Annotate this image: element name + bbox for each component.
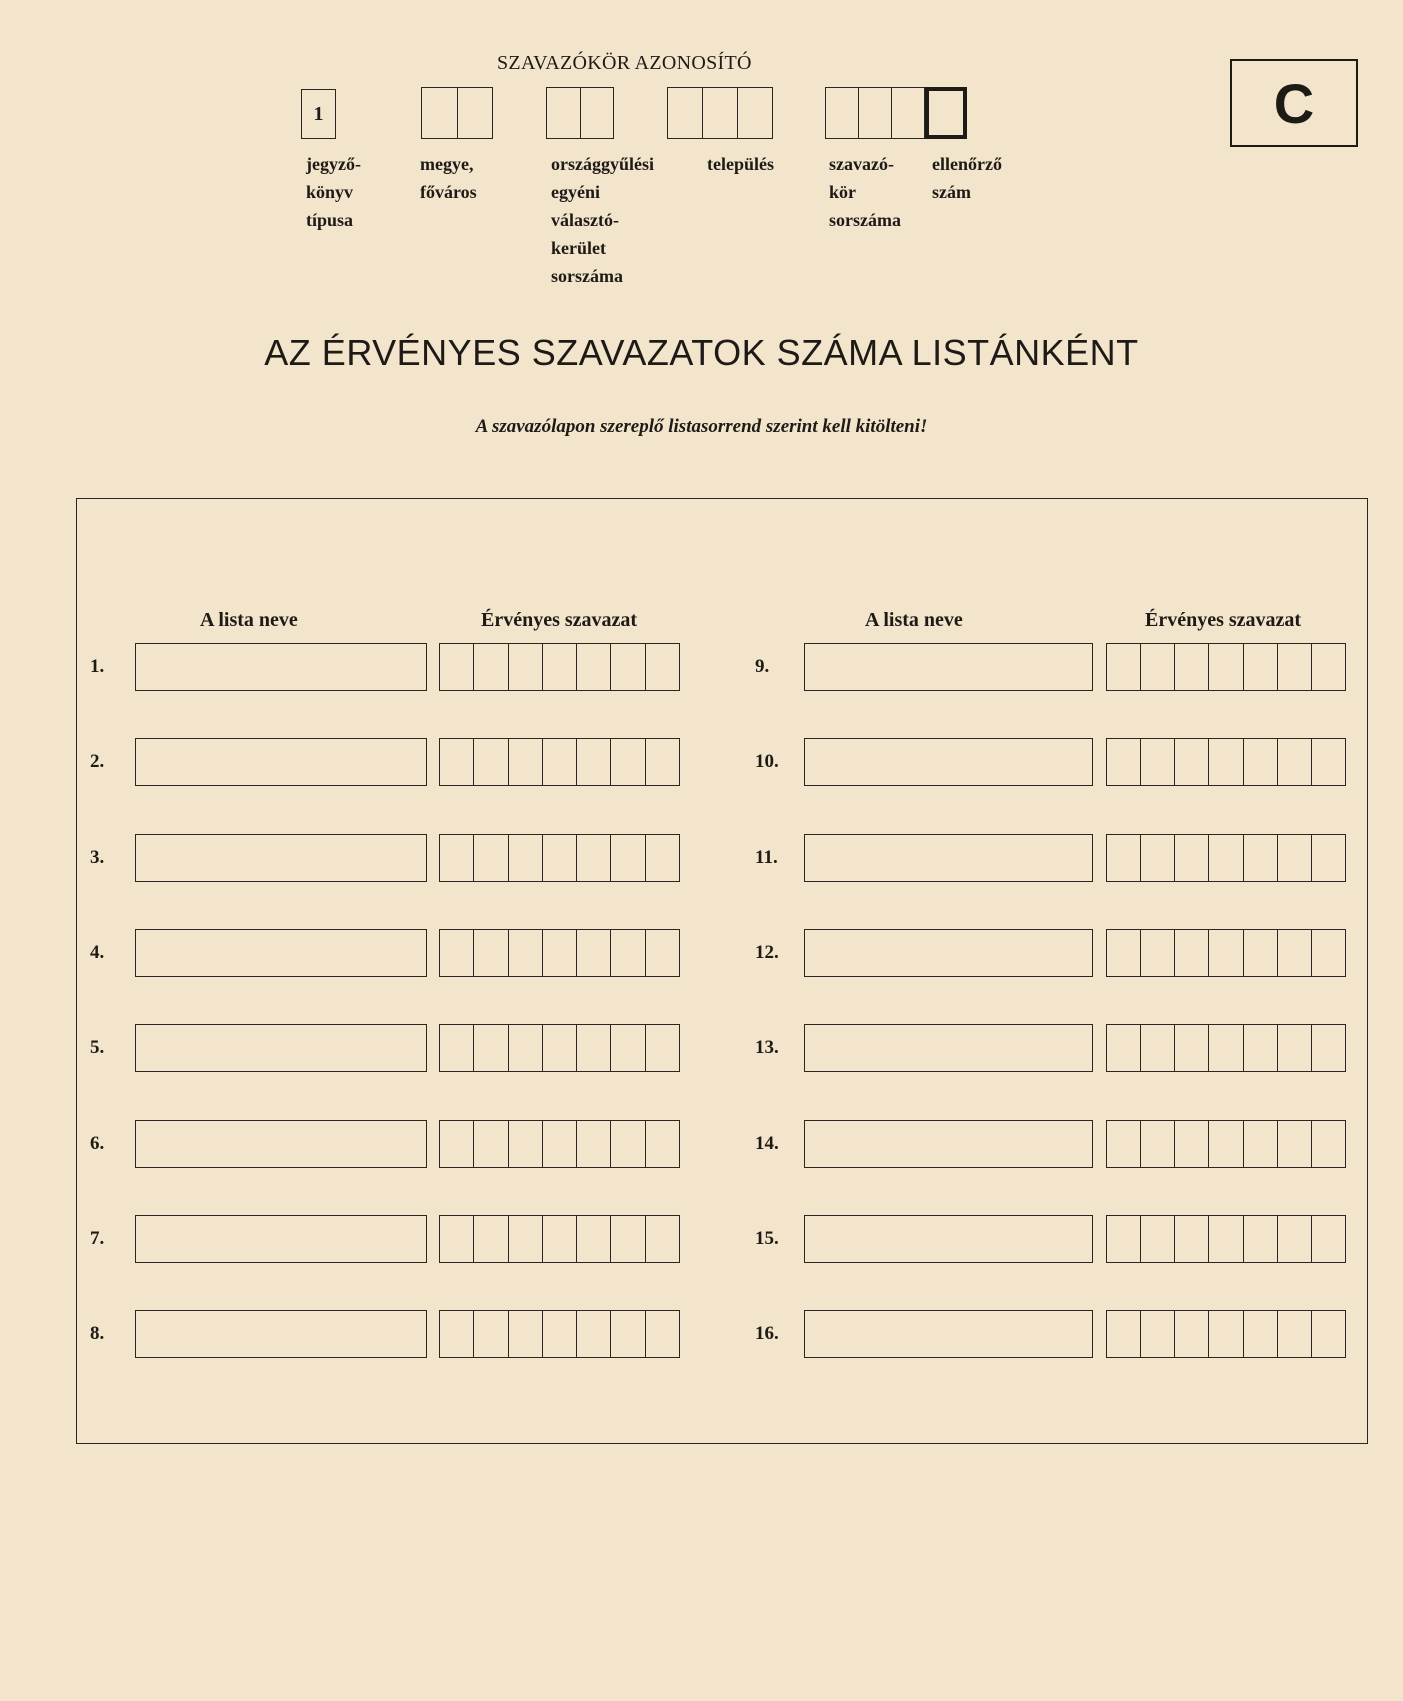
digit-cell[interactable] — [577, 835, 611, 881]
row-number: 16. — [755, 1323, 779, 1344]
digit-cell[interactable] — [1175, 1311, 1209, 1357]
list-name-field[interactable] — [135, 1215, 427, 1263]
col-header-list-name-left: A lista neve — [200, 609, 298, 631]
digit-cell[interactable] — [509, 644, 543, 690]
list-name-field[interactable] — [804, 1024, 1093, 1072]
label-polling-station: szavazó- kör sorszáma — [829, 154, 901, 230]
digit-cell[interactable] — [509, 1311, 543, 1357]
valid-votes-field[interactable] — [439, 834, 680, 882]
district-field[interactable] — [546, 87, 614, 139]
list-name-field[interactable] — [804, 738, 1093, 786]
digit-cell[interactable] — [1244, 1121, 1278, 1167]
digit-cell[interactable] — [1312, 1025, 1345, 1071]
digit-cell[interactable] — [509, 930, 543, 976]
digit-cell[interactable] — [646, 644, 679, 690]
list-name-field[interactable] — [804, 1310, 1093, 1358]
label-settlement: település — [707, 154, 774, 174]
digit-cell[interactable] — [646, 1121, 679, 1167]
digit-cell[interactable] — [1107, 1311, 1141, 1357]
digit-cell[interactable] — [474, 1121, 508, 1167]
digit-cell[interactable] — [1278, 644, 1312, 690]
digit-cell[interactable] — [474, 930, 508, 976]
col-header-valid-votes-left: Érvényes szavazat — [481, 609, 638, 631]
digit-cell[interactable] — [1107, 1216, 1141, 1262]
digit-cell[interactable] — [646, 835, 679, 881]
digit-cell[interactable] — [1107, 930, 1141, 976]
instruction-text: A szavazólapon szereplő listasorrend szerint kell kitölteni! — [475, 416, 928, 437]
digit-cell[interactable] — [646, 930, 679, 976]
digit-cell[interactable] — [474, 1025, 508, 1071]
digit-cell[interactable] — [474, 1216, 508, 1262]
digit-cell[interactable] — [1244, 644, 1278, 690]
digit-cell[interactable] — [1278, 1121, 1312, 1167]
digit-cell[interactable] — [1175, 1121, 1209, 1167]
valid-votes-field[interactable] — [1106, 834, 1346, 882]
digit-cell[interactable] — [1107, 739, 1141, 785]
digit-cell[interactable] — [1244, 1025, 1278, 1071]
digit-cell[interactable] — [509, 1216, 543, 1262]
digit-cell[interactable] — [440, 1025, 474, 1071]
digit-cell[interactable] — [1244, 739, 1278, 785]
digit-cell[interactable] — [577, 930, 611, 976]
digit-cell[interactable] — [1209, 1311, 1243, 1357]
digit-cell[interactable] — [1141, 1025, 1175, 1071]
row-number: 3. — [90, 847, 105, 868]
digit-cell[interactable] — [577, 1025, 611, 1071]
row-number: 1. — [90, 656, 105, 677]
digit-cell[interactable] — [1141, 644, 1175, 690]
col-header-list-name-right: A lista neve — [865, 609, 963, 631]
digit-cell[interactable] — [1141, 739, 1175, 785]
digit-cell[interactable] — [1312, 644, 1345, 690]
list-name-field[interactable] — [135, 1120, 427, 1168]
digit-cell[interactable] — [1312, 739, 1345, 785]
digit-cell[interactable] — [611, 1216, 645, 1262]
digit-cell[interactable] — [1209, 1216, 1243, 1262]
list-name-field[interactable] — [135, 643, 427, 691]
row-number: 11. — [755, 847, 778, 868]
digit-cell[interactable] — [611, 1311, 645, 1357]
digit-cell[interactable] — [646, 1216, 679, 1262]
digit-cell[interactable] — [1312, 835, 1345, 881]
digit-cell[interactable] — [1107, 835, 1141, 881]
row-number: 6. — [90, 1133, 105, 1154]
digit-cell[interactable] — [543, 930, 577, 976]
label-county: megye, főváros — [420, 154, 477, 202]
valid-votes-field[interactable] — [439, 1120, 680, 1168]
digit-cell[interactable] — [611, 835, 645, 881]
digit-cell[interactable] — [1312, 1121, 1345, 1167]
form-variant-letter: C — [1273, 71, 1315, 135]
digit-cell[interactable] — [440, 1121, 474, 1167]
digit-cell[interactable] — [1209, 1025, 1243, 1071]
polling-station-field[interactable] — [825, 87, 925, 139]
valid-votes-field[interactable] — [1106, 1024, 1346, 1072]
digit-cell[interactable] — [1209, 739, 1243, 785]
digit-cell[interactable] — [1244, 1311, 1278, 1357]
digit-cell[interactable] — [577, 644, 611, 690]
digit-cell[interactable] — [577, 1216, 611, 1262]
digit-cell[interactable] — [1312, 1311, 1345, 1357]
valid-votes-field[interactable] — [439, 1310, 680, 1358]
digit-cell[interactable] — [440, 835, 474, 881]
row-number: 10. — [755, 751, 779, 772]
digit-cell[interactable] — [1141, 1311, 1175, 1357]
digit-cell[interactable] — [1175, 930, 1209, 976]
digit-cell[interactable] — [1244, 1216, 1278, 1262]
list-name-field[interactable] — [135, 834, 427, 882]
digit-cell[interactable] — [440, 930, 474, 976]
digit-cell[interactable] — [1244, 835, 1278, 881]
valid-votes-field[interactable] — [1106, 1215, 1346, 1263]
digit-cell[interactable] — [611, 739, 645, 785]
identifier-title: SZAVAZÓKÖR AZONOSÍTÓ — [497, 52, 752, 74]
digit-cell[interactable] — [543, 1025, 577, 1071]
digit-cell[interactable] — [509, 835, 543, 881]
digit-cell[interactable] — [474, 835, 508, 881]
digit-cell[interactable] — [509, 739, 543, 785]
valid-votes-field[interactable] — [1106, 643, 1346, 691]
digit-cell[interactable] — [1175, 1025, 1209, 1071]
list-name-field[interactable] — [804, 1120, 1093, 1168]
digit-cell[interactable] — [1209, 1121, 1243, 1167]
page-title: AZ ÉRVÉNYES SZAVAZATOK SZÁMA LISTÁNKÉNT — [264, 332, 1139, 373]
check-digit-field[interactable] — [925, 87, 967, 139]
digit-cell[interactable] — [543, 1311, 577, 1357]
digit-cell[interactable] — [1244, 930, 1278, 976]
label-district: országgyűlési egyéni választó- kerület sorszáma — [551, 154, 654, 286]
digit-cell[interactable] — [611, 930, 645, 976]
digit-cell[interactable] — [611, 644, 645, 690]
valid-votes-field[interactable] — [439, 643, 680, 691]
digit-cell[interactable] — [543, 1216, 577, 1262]
digit-cell[interactable] — [1278, 930, 1312, 976]
digit-cell[interactable] — [1312, 930, 1345, 976]
list-name-field[interactable] — [135, 1024, 427, 1072]
valid-votes-field[interactable] — [439, 1024, 680, 1072]
record-type-field: 1 — [301, 89, 336, 139]
row-number: 4. — [90, 942, 105, 963]
digit-cell[interactable] — [1107, 1025, 1141, 1071]
digit-cell[interactable] — [474, 739, 508, 785]
digit-cell[interactable] — [1209, 835, 1243, 881]
digit-cell[interactable] — [1209, 930, 1243, 976]
list-name-field[interactable] — [804, 1215, 1093, 1263]
row-number: 15. — [755, 1228, 779, 1249]
col-header-valid-votes-right: Érvényes szavazat — [1145, 609, 1302, 631]
valid-votes-field[interactable] — [439, 929, 680, 977]
digit-cell[interactable] — [646, 1025, 679, 1071]
digit-cell[interactable] — [577, 739, 611, 785]
list-name-field[interactable] — [804, 929, 1093, 977]
digit-cell[interactable] — [1175, 835, 1209, 881]
digit-cell[interactable] — [543, 644, 577, 690]
digit-cell[interactable] — [543, 835, 577, 881]
row-number: 5. — [90, 1037, 105, 1058]
digit-cell[interactable] — [440, 1216, 474, 1262]
digit-cell[interactable] — [1278, 739, 1312, 785]
digit-cell[interactable] — [440, 739, 474, 785]
digit-cell[interactable] — [474, 644, 508, 690]
digit-cell[interactable] — [646, 739, 679, 785]
digit-cell[interactable] — [1209, 644, 1243, 690]
digit-cell[interactable] — [1278, 1025, 1312, 1071]
digit-cell[interactable] — [1141, 1216, 1175, 1262]
digit-cell[interactable] — [1278, 1311, 1312, 1357]
list-name-field[interactable] — [804, 834, 1093, 882]
digit-cell[interactable] — [611, 1025, 645, 1071]
list-name-field[interactable] — [135, 738, 427, 786]
valid-votes-field[interactable] — [1106, 929, 1346, 977]
label-check-digit: ellenőrző szám — [932, 154, 1002, 202]
valid-votes-field[interactable] — [1106, 1310, 1346, 1358]
digit-cell[interactable] — [577, 1121, 611, 1167]
digit-cell[interactable] — [1175, 1216, 1209, 1262]
digit-cell[interactable] — [1141, 1121, 1175, 1167]
row-number: 12. — [755, 942, 779, 963]
list-name-field[interactable] — [804, 643, 1093, 691]
settlement-field[interactable] — [667, 87, 773, 139]
form-variant-box — [1230, 59, 1358, 147]
digit-cell[interactable] — [509, 1121, 543, 1167]
digit-cell[interactable] — [1107, 644, 1141, 690]
digit-cell[interactable] — [543, 1121, 577, 1167]
digit-cell[interactable] — [440, 1311, 474, 1357]
row-number: 7. — [90, 1228, 105, 1249]
digit-cell[interactable] — [577, 1311, 611, 1357]
list-name-field[interactable] — [135, 1310, 427, 1358]
digit-cell[interactable] — [1107, 1121, 1141, 1167]
county-field[interactable] — [421, 87, 493, 139]
digit-cell[interactable] — [1312, 1216, 1345, 1262]
valid-votes-field[interactable] — [1106, 738, 1346, 786]
row-number: 9. — [755, 656, 770, 677]
row-number: 14. — [755, 1133, 779, 1154]
digit-cell[interactable] — [1175, 739, 1209, 785]
digit-cell[interactable] — [611, 1121, 645, 1167]
digit-cell[interactable] — [1278, 1216, 1312, 1262]
digit-cell[interactable] — [509, 1025, 543, 1071]
valid-votes-field[interactable] — [1106, 1120, 1346, 1168]
digit-cell[interactable] — [1175, 644, 1209, 690]
row-number: 8. — [90, 1323, 105, 1344]
digit-cell[interactable] — [440, 644, 474, 690]
digit-cell[interactable] — [1141, 835, 1175, 881]
valid-votes-field[interactable] — [439, 1215, 680, 1263]
digit-cell[interactable] — [543, 739, 577, 785]
list-name-field[interactable] — [135, 929, 427, 977]
row-number: 2. — [90, 751, 105, 772]
row-number: 13. — [755, 1037, 779, 1058]
digit-cell[interactable] — [646, 1311, 679, 1357]
digit-cell[interactable] — [474, 1311, 508, 1357]
digit-cell[interactable] — [1278, 835, 1312, 881]
valid-votes-field[interactable] — [439, 738, 680, 786]
label-record-type: jegyző- könyv típusa — [306, 154, 361, 230]
digit-cell[interactable] — [1141, 930, 1175, 976]
